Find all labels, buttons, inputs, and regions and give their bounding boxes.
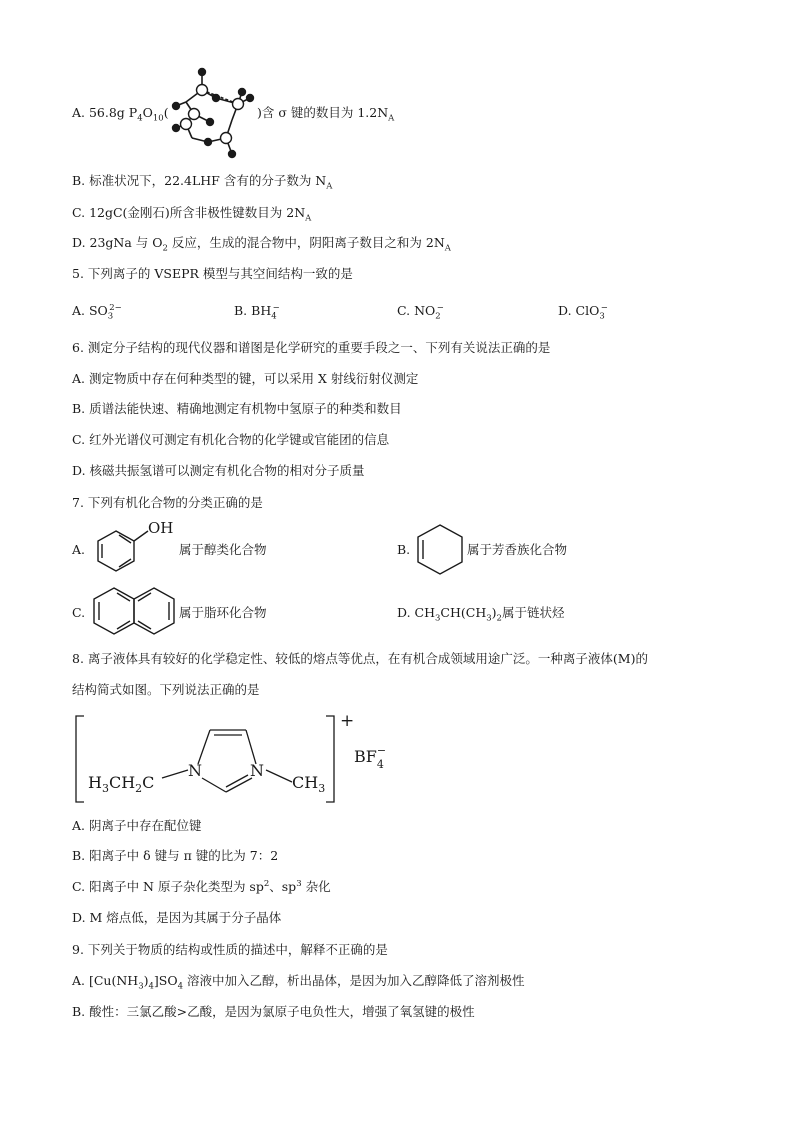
q9-option-b: B. 酸性：三氯乙酸>乙酸，是因为氯原子电负性大，增强了氧氢键的极性 <box>72 1004 475 1019</box>
p4o10-structure-diagram <box>160 64 260 160</box>
q9-stem: 9. 下列关于物质的结构或性质的描述中，解释不正确的是 <box>72 942 388 957</box>
q9-option-a: A. $[Cu(NH_3)_4]SO_4$ 溶液中加入乙醇，析出晶体，是因为加入乙醇降低了溶剂极性 <box>72 973 525 992</box>
q5-option-a: A. $SO_3^{2-}$ <box>72 302 122 322</box>
ionic-liquid-structure <box>70 708 400 808</box>
q7-option-d: D. $CH_3CH(CH_3)_2$属于链状烃 <box>397 605 565 624</box>
nitrogen-1: N <box>188 761 202 780</box>
q6-option-a: A. 测定物质中存在何种类型的键，可以采用 X 射线衍射仪测定 <box>72 371 419 386</box>
cation-charge: + <box>340 711 355 731</box>
q7-option-a-label: A. <box>72 542 86 557</box>
q5-option-c: C. $NO_2^-$ <box>397 302 444 322</box>
cyclohexene-structure <box>412 522 468 578</box>
q7-stem: 7. 下列有机化合物的分类正确的是 <box>72 495 263 510</box>
q4-option-a: A. 56.8g $P_4O_{10}$( <box>72 105 169 124</box>
q6-stem: 6. 测定分子结构的现代仪器和谱图是化学研究的重要手段之一、下列有关说法正确的是 <box>72 340 551 355</box>
q7-option-b-text: 属于芳香族化合物 <box>467 542 568 557</box>
q6-option-c: C. 红外光谱仪可测定有机化合物的化学键或官能团的信息 <box>72 432 390 447</box>
naphthalene-structure <box>90 584 182 640</box>
svg-text:H3CH2C: $H_3CH_2C$ <box>88 773 155 795</box>
q8-option-a: A. 阴离子中存在配位键 <box>72 818 202 833</box>
q5-stem: 5. 下列离子的 VSEPR 模型与其空间结构一致的是 <box>72 266 353 281</box>
q7-option-c-label: C. <box>72 605 86 620</box>
q6-option-d: D. 核磁共振氢谱可以测定有机化合物的相对分子质量 <box>72 463 365 478</box>
q6-option-b: B. 质谱法能快速、精确地测定有机物中氢原子的种类和数目 <box>72 401 402 416</box>
svg-text:BF4−: $BF_4-$ <box>354 744 387 771</box>
q8-stem-line1: 8. 离子液体具有较好的化学稳定性、较低的熔点等优点，在有机合成领域用途广泛。一种离子液体(M)的 <box>72 651 648 666</box>
q8-option-d: D. M 熔点低，是因为其属于分子晶体 <box>72 910 282 925</box>
q8-option-b: B. 阳离子中 δ 键与 π 键的比为 7：2 <box>72 848 279 863</box>
nitrogen-2: N <box>250 761 264 780</box>
phenol-oh-label: OH <box>148 519 174 537</box>
svg-text:CH3: $CH_3$ <box>292 773 326 795</box>
q5-option-d: D. ClO$_3$− <box>558 302 608 322</box>
q4-option-d: D. 23gNa 与 $O_2$ 反应，生成的混合物中，阴阳离子数目之和为 $2N_A$ <box>72 235 451 254</box>
q8-stem-line2: 结构简式如图。下列说法正确的是 <box>72 682 260 697</box>
q8-option-c: C. 阳离子中 N 原子杂化类型为 $sp^2$、$sp^3$ 杂化 <box>72 878 331 894</box>
q4-option-c: C. 12gC(金刚石)所含非极性键数目为 $2N_A$ <box>72 205 312 224</box>
q5-option-b: B. $BH_4^-$ <box>234 302 280 322</box>
q7-option-a-text: 属于醇类化合物 <box>179 542 267 557</box>
q4-option-b: B. 标准状况下，22.4LHF 含有的分子数为 $N_A$ <box>72 173 333 192</box>
q7-option-c-text: 属于脂环化合物 <box>179 605 267 620</box>
phenol-structure <box>88 517 180 577</box>
q4-option-a-tail: )含 σ 键的数目为 $1.2N_A$ <box>257 105 395 124</box>
q7-option-b-label: B. <box>397 542 411 557</box>
